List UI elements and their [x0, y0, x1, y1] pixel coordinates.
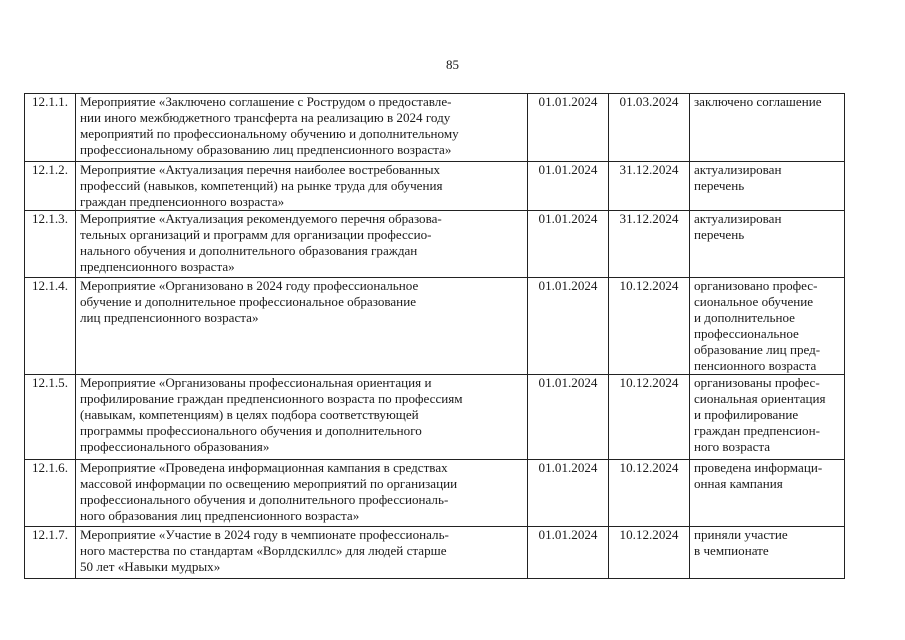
event-text-line: программы профессионального обучения и дополнительного: [80, 423, 422, 438]
result-cell: [690, 527, 845, 579]
event-text-line: Мероприятие «Заключено соглашение с Рострудом о предоставле-: [80, 94, 452, 109]
end-date-cell: 10.12.2024: [609, 527, 690, 579]
table-row: [25, 278, 845, 375]
event-text-line: мероприятий по профессиональному обучению и дополнительному: [80, 126, 459, 141]
event-text-line: Мероприятие «Организованы профессиональная ориентация и: [80, 375, 432, 390]
start-date-cell: 01.01.2024: [528, 162, 609, 211]
event-description-cell: [76, 460, 528, 527]
item-number-cell: 12.1.3.: [25, 211, 76, 278]
end-date-cell: 10.12.2024: [609, 375, 690, 460]
result-text-line: онная кампания: [694, 476, 783, 491]
page-number: 85: [446, 57, 459, 72]
result-cell: [690, 94, 845, 162]
table-row: [25, 375, 845, 460]
events-table: [24, 93, 845, 579]
result-text-line: заключено соглашение: [694, 94, 822, 109]
result-text-line: и дополнительное: [694, 310, 795, 325]
event-text-line: профессионального образования»: [80, 439, 270, 454]
result-text-line: организованы профес-: [694, 375, 820, 390]
event-text-line: 50 лет «Навыки мудрых»: [80, 559, 221, 574]
result-text-line: и профилирование: [694, 407, 799, 422]
event-text-line: профилирование граждан предпенсионного возраста по профессиям: [80, 391, 463, 406]
table-row: [25, 527, 845, 579]
event-text-line: профессиональному образованию лиц предпенсионного возраста»: [80, 142, 452, 157]
result-text-line: проведена информаци-: [694, 460, 823, 475]
result-text-line: актуализирован: [694, 162, 782, 177]
table-row: [25, 162, 845, 211]
result-cell: [690, 162, 845, 211]
end-date-cell: 31.12.2024: [609, 162, 690, 211]
result-cell: [690, 375, 845, 460]
result-text-line: профессиональное: [694, 326, 799, 341]
end-date-cell: 10.12.2024: [609, 278, 690, 375]
event-text-line: нального обучения и дополнительного образования граждан: [80, 243, 418, 258]
item-number-cell: 12.1.1.: [25, 94, 76, 162]
event-text-line: Мероприятие «Актуализация перечня наиболее востребованных: [80, 162, 441, 177]
table-row: [25, 211, 845, 278]
event-text-line: профессий (навыков, компетенций) на рынке труда для обучения: [80, 178, 443, 193]
event-text-line: Мероприятие «Участие в 2024 году в чемпионате профессиональ-: [80, 527, 449, 542]
item-number-cell: 12.1.7.: [25, 527, 76, 579]
result-text-line: актуализирован: [694, 211, 782, 226]
result-text-line: образование лиц пред-: [694, 342, 821, 357]
event-text-line: нии иного межбюджетного трансферта на реализацию в 2024 году: [80, 110, 451, 125]
event-text-line: ного мастерства по стандартам «Ворлдскиллс» для людей старше: [80, 543, 447, 558]
event-text-line: Мероприятие «Актуализация рекомендуемого перечня образова-: [80, 211, 442, 226]
result-text-line: приняли участие: [694, 527, 788, 542]
event-description-cell: [76, 94, 528, 162]
end-date-cell: 01.03.2024: [609, 94, 690, 162]
result-text-line: ного возраста: [694, 439, 771, 454]
item-number-cell: 12.1.6.: [25, 460, 76, 527]
event-text-line: предпенсионного возраста»: [80, 259, 235, 274]
start-date-cell: 01.01.2024: [528, 460, 609, 527]
end-date-cell: 10.12.2024: [609, 460, 690, 527]
item-number-cell: 12.1.4.: [25, 278, 76, 375]
event-text-line: обучение и дополнительное профессиональное образование: [80, 294, 417, 309]
event-text-line: лиц предпенсионного возраста»: [80, 310, 259, 325]
result-text-line: организовано профес-: [694, 278, 818, 293]
event-description-cell: [76, 375, 528, 460]
table-row: [25, 94, 845, 162]
event-text-line: тельных организаций и программ для организации профессио-: [80, 227, 432, 242]
result-cell: [690, 460, 845, 527]
start-date-cell: 01.01.2024: [528, 94, 609, 162]
result-text-line: сиональное обучение: [694, 294, 814, 309]
start-date-cell: 01.01.2024: [528, 211, 609, 278]
event-text-line: Мероприятие «Организовано в 2024 году профессиональное: [80, 278, 419, 293]
start-date-cell: 01.01.2024: [528, 527, 609, 579]
event-text-line: Мероприятие «Проведена информационная кампания в средствах: [80, 460, 448, 475]
result-cell: [690, 211, 845, 278]
result-text-line: сиональная ориентация: [694, 391, 826, 406]
table-row: [25, 460, 845, 527]
event-text-line: профессионального обучения и дополнительного профессиональ-: [80, 492, 449, 507]
item-number-cell: 12.1.2.: [25, 162, 76, 211]
item-number-cell: 12.1.5.: [25, 375, 76, 460]
start-date-cell: 01.01.2024: [528, 375, 609, 460]
result-text-line: пенсионного возраста: [694, 358, 817, 373]
result-cell: [690, 278, 845, 375]
event-text-line: граждан предпенсионного возраста»: [80, 194, 285, 209]
start-date-cell: 01.01.2024: [528, 278, 609, 375]
result-text-line: перечень: [694, 178, 745, 193]
result-text-line: перечень: [694, 227, 745, 242]
end-date-cell: 31.12.2024: [609, 211, 690, 278]
event-description-cell: [76, 162, 528, 211]
event-text-line: массовой информации по освещению мероприятий по организации: [80, 476, 458, 491]
event-text-line: (навыкам, компетенциям) в целях подбора соответствующей: [80, 407, 419, 422]
result-text-line: граждан предпенсион-: [694, 423, 820, 438]
event-description-cell: [76, 527, 528, 579]
result-text-line: в чемпионате: [694, 543, 769, 558]
event-description-cell: [76, 211, 528, 278]
event-text-line: ного образования лиц предпенсионного возраста»: [80, 508, 360, 523]
event-description-cell: [76, 278, 528, 375]
